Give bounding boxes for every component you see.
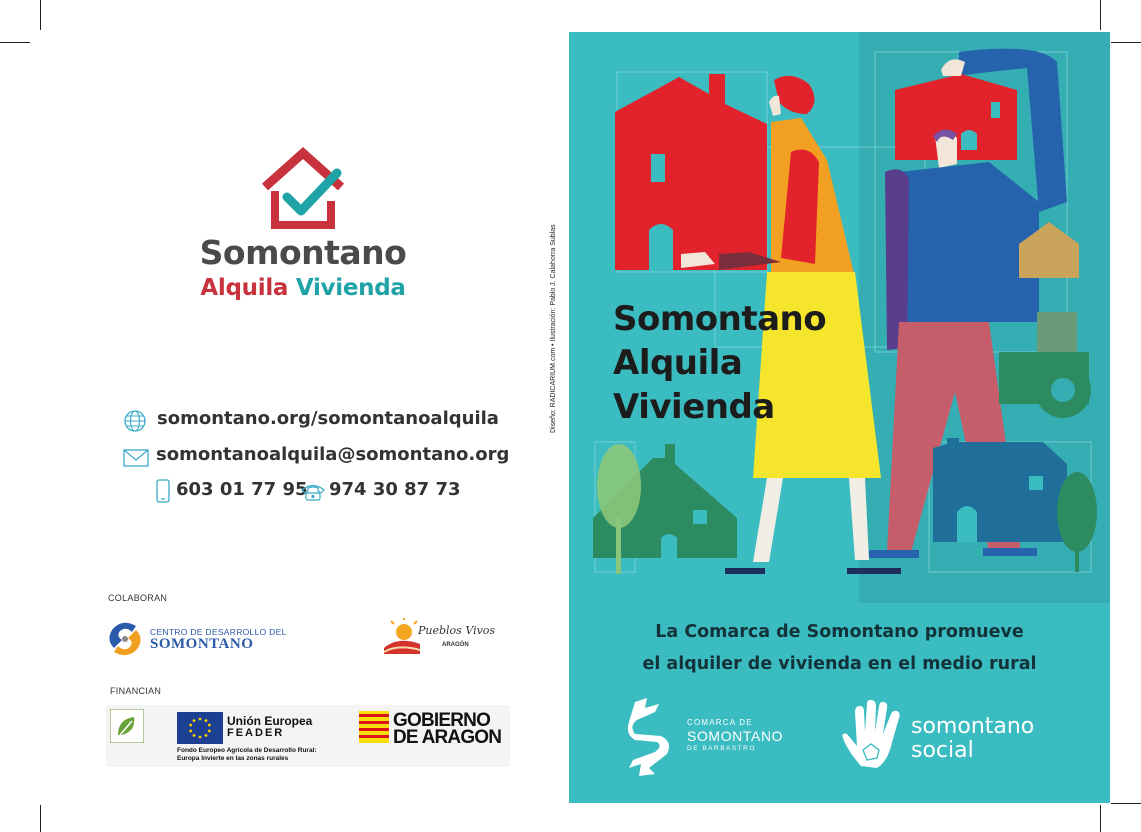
gobierno-line2: DE ARAGON [393, 727, 502, 748]
crop-mark [1100, 805, 1101, 832]
design-credit: Diseño: RADICARIUM.com • Ilustración: Pablo J. Calahorra Sublas [550, 224, 557, 433]
comarca-line2: SOMONTANO [687, 728, 784, 744]
gobierno-line1: GOBIERNO [393, 710, 491, 731]
comarca-s-emblem-icon [625, 698, 675, 776]
crop-mark [1111, 803, 1141, 804]
red-house-shape [615, 74, 767, 270]
cover-panel [569, 32, 1110, 803]
pueblos-vivos-emblem-icon [382, 618, 422, 658]
web-address[interactable]: somontano.org/somontanoalquila [157, 408, 499, 429]
comarca-line1: COMARCA DE [687, 718, 753, 727]
cover-title-line1: Somontano [613, 299, 827, 339]
tagline-line1: La Comarca de Somontano promueve [655, 622, 1024, 642]
house-check-icon [253, 145, 353, 235]
somontano-social-logo [841, 700, 1051, 775]
eu-flag-icon [177, 712, 223, 744]
cedesor-logo [104, 618, 287, 660]
ue-line4: Europa Invierte en las zonas rurales [177, 755, 289, 762]
social-line1: somontano [911, 714, 1035, 739]
cedesor-emblem-icon [104, 618, 146, 660]
financian-strip [106, 705, 510, 767]
mobile-phone-icon [156, 479, 170, 503]
ue-line3: Fondo Europeo Agrícola de Desarrollo Rural: [177, 747, 317, 754]
phone-number[interactable]: 974 30 87 73 [329, 479, 461, 500]
cedesor-line1: CENTRO DE DESARROLLO DEL [150, 627, 287, 637]
leader-logo-icon [110, 709, 144, 743]
telephone-icon [300, 483, 326, 501]
email-address[interactable]: somontanoalquila@somontano.org [156, 444, 510, 465]
ue-line2: FEADER [227, 727, 285, 739]
envelope-icon [123, 449, 149, 467]
cedesor-line2: SOMONTANO [150, 636, 254, 652]
aragon-flag-icon [359, 711, 389, 743]
hand-icon [841, 700, 907, 770]
brand-subtitle [150, 275, 456, 301]
mobile-number[interactable]: 603 01 77 95 [176, 479, 308, 500]
brand-word-vivienda: Vivienda [295, 275, 406, 301]
comarca-line3: DE BARBASTRO [687, 745, 756, 752]
crop-mark [0, 42, 30, 43]
crop-mark [40, 0, 41, 30]
brand-title: Somontano [199, 233, 407, 272]
pueblos-vivos-text: Pueblos Vivos [418, 624, 496, 637]
pueblos-vivos-region: ARAGÓN [442, 642, 469, 648]
pueblos-vivos-logo [382, 618, 497, 660]
brand-logo [150, 145, 450, 315]
colaboran-label: COLABORAN [108, 593, 168, 603]
social-line2: social [911, 738, 974, 763]
crop-mark [1100, 0, 1101, 30]
ue-line1: Unión Europea [227, 714, 313, 728]
cover-tagline [569, 616, 1110, 680]
cover-title [613, 297, 873, 429]
comarca-logo [625, 698, 805, 778]
brand-word-alquila: Alquila [200, 275, 289, 301]
tagline-line2: el alquiler de vivienda en el medio rural [642, 654, 1037, 674]
globe-icon [123, 409, 147, 433]
financian-label: FINANCIAN [110, 686, 162, 696]
cover-title-line2: Alquila [613, 343, 743, 383]
crop-mark [1111, 42, 1141, 43]
crop-mark [40, 805, 41, 832]
cover-title-line3: Vivienda [613, 387, 775, 427]
